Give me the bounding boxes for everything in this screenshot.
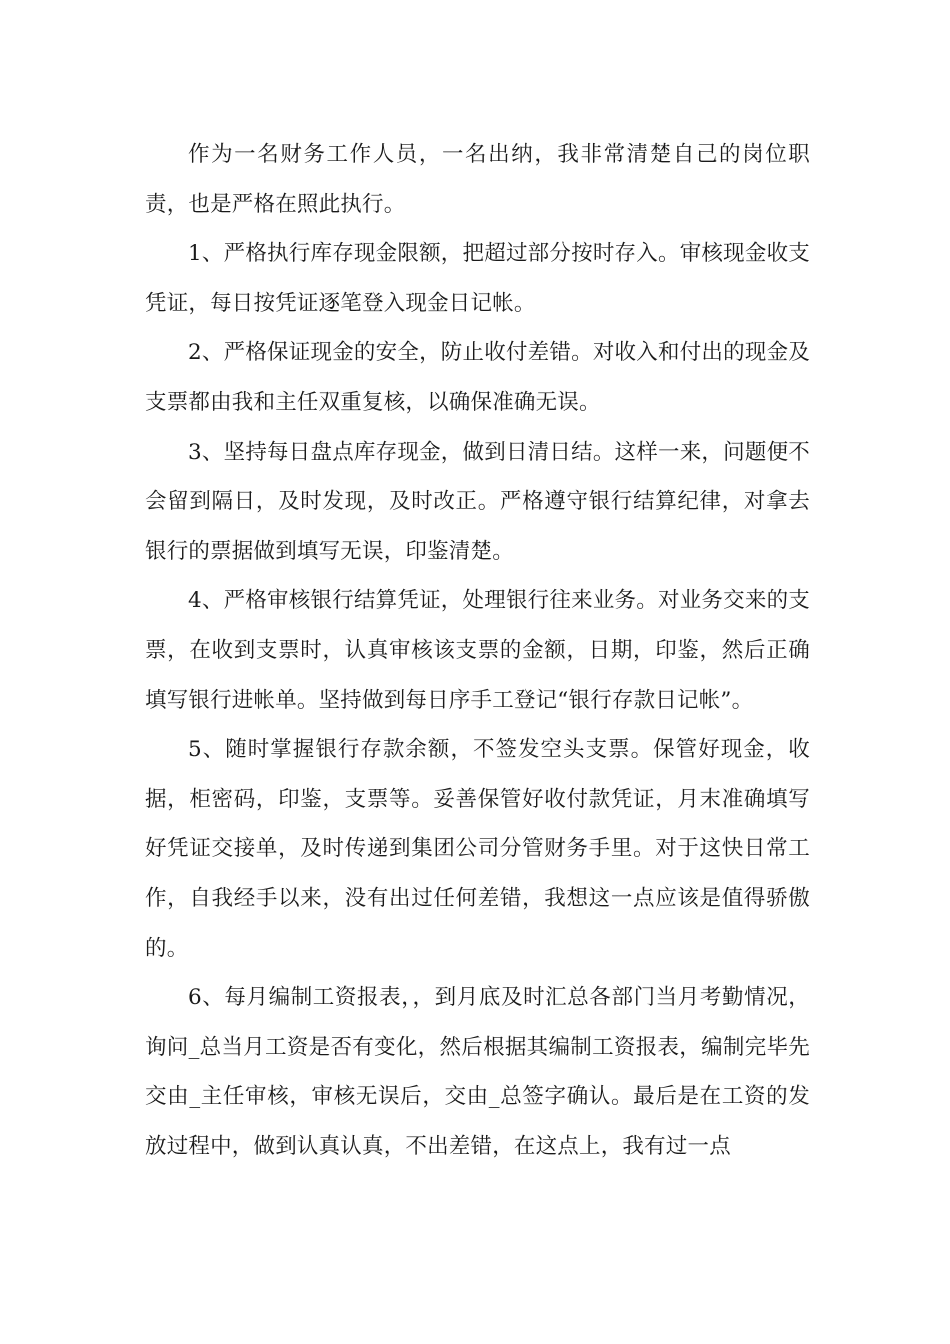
- duty-paragraph-3: 3、坚持每日盘点库存现金，做到日清日结。这样一来，问题便不会留到隔日，及时发现，及时改正。严格遵守银行结算纪律，对拿去银行的票据做到填写无误，印鉴清楚。: [145, 439, 810, 564]
- duty-paragraph-1: 1、严格执行库存现金限额，把超过部分按时存入。审核现金收支凭证，每日按凭证逐笔登入现金日记帐。: [145, 241, 810, 316]
- document-body: [145, 130, 810, 1171]
- intro-paragraph: 作为一名财务工作人员，一名出纳，我非常清楚自己的岗位职责，也是严格在照此执行。: [145, 142, 810, 217]
- duty-paragraph-5: 5、随时掌握银行存款余额，不签发空头支票。保管好现金，收据，柜密码，印鉴，支票等。妥善保管好收付款凭证，月末准确填写好凭证交接单，及时传递到集团公司分管财务手里。对于这快日常工作，自我经手以来，没有出过任何差错，我想这一点应该是值得骄傲的。: [145, 737, 810, 961]
- duty-paragraph-2: 2、严格保证现金的安全，防止收付差错。对收入和付出的现金及支票都由我和主任双重复核，以确保准确无误。: [145, 340, 810, 415]
- duty-paragraph-4: 4、严格审核银行结算凭证，处理银行往来业务。对业务交来的支票，在收到支票时，认真审核该支票的金额，日期，印鉴，然后正确填写银行进帐单。坚持做到每日序手工登记“银行存款日记帐”。: [145, 588, 810, 713]
- duty-paragraph-6: 6、每月编制工资报表，，到月底及时汇总各部门当月考勤情况，询问_总当月工资是否有变化，然后根据其编制工资报表，编制完毕先交由_主任审核，审核无误后，交由_总签字确认。最后是在工资的发放过程中，做到认真认真，不出差错，在这点上，我有过一点: [145, 985, 810, 1159]
